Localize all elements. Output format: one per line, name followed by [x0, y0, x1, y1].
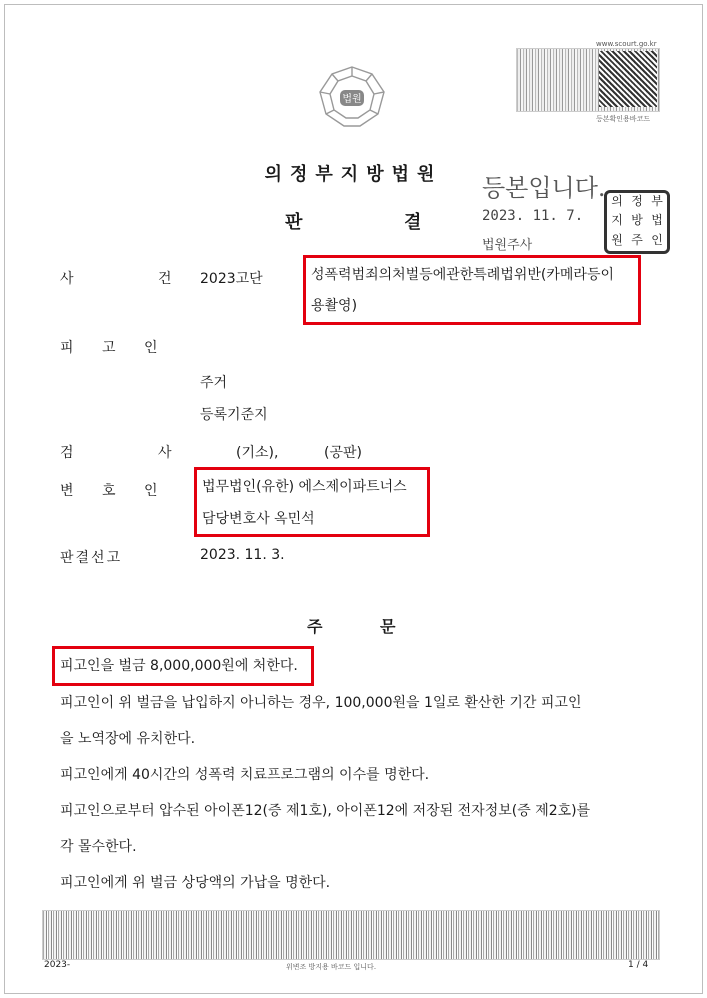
prosecutor-trial: (공판): [324, 445, 362, 461]
order-title-left: 주: [307, 617, 323, 636]
order-line: 피고인이 위 벌금을 납입하지 아니하는 경우, 100,000원을 1일로 환산한 기간 피고인: [60, 695, 582, 711]
order-line: 피고인을 벌금 8,000,000원에 처한다.: [60, 658, 298, 674]
case-name-line1: 성폭력범죄의처벌등에관한특례법위반(카메라등이: [311, 267, 614, 283]
case-name-line2: 용촬영): [311, 298, 358, 314]
certified-date: 2023. 11. 7.: [482, 208, 584, 224]
order-line: 피고인에게 40시간의 성폭력 치료프로그램의 이수를 명한다.: [60, 767, 430, 783]
prosecutor-indictment: (기소),: [236, 445, 279, 461]
order-title-right: 문: [380, 617, 396, 636]
order-line: 피고인에게 위 벌금 상당액의 가납을 명한다.: [60, 875, 331, 891]
footer-barcode-caption: 위변조 방지용 바코드 입니다.: [286, 963, 377, 971]
court-name: 의정부지방법원: [264, 164, 443, 185]
court-url: www.scourt.go.kr: [596, 40, 657, 48]
registry-label: 등록기준지: [200, 407, 268, 423]
address-label: 주거: [200, 375, 228, 391]
title-right: 결: [404, 212, 422, 233]
court-clerk: 법원주사: [482, 238, 533, 253]
page-number: 1 / 4: [628, 960, 649, 970]
case-label: 사 건: [60, 271, 212, 287]
verification-barcode: [516, 48, 660, 112]
court-emblem-icon: [316, 64, 388, 130]
prosecutor-label: 검 사: [60, 445, 212, 461]
emblem-text: 법원: [342, 94, 362, 105]
barcode-caption: 등본확인용바코드: [596, 115, 651, 123]
footer-case-number: 2023-: [44, 960, 71, 970]
order-line: 을 노역장에 유치한다.: [60, 731, 196, 747]
order-line: 피고인으로부터 압수된 아이폰12(증 제1호), 아이폰12에 저장된 전자정보(증 제2호)를: [60, 803, 591, 819]
anti-forgery-barcode: [42, 910, 660, 960]
order-line: 각 몰수한다.: [60, 839, 137, 855]
defendant-label: 피 고 인: [60, 340, 170, 356]
verdict-label: 판결선고: [60, 550, 123, 566]
counsel-firm: 법무법인(유한) 에스제이파트너스: [202, 479, 407, 495]
certified-copy-text: 등본입니다.: [482, 174, 606, 202]
counsel-label: 변 호 인: [60, 483, 170, 499]
verdict-date: 2023. 11. 3.: [200, 547, 285, 563]
court-seal-icon: 의 정 부 지 방 법 원 주 인: [604, 190, 670, 254]
title-left: 판: [285, 212, 303, 233]
counsel-lawyer: 담당변호사 옥민석: [202, 511, 315, 527]
qr-code-icon: [599, 51, 657, 107]
case-number: 2023고단: [200, 271, 263, 287]
